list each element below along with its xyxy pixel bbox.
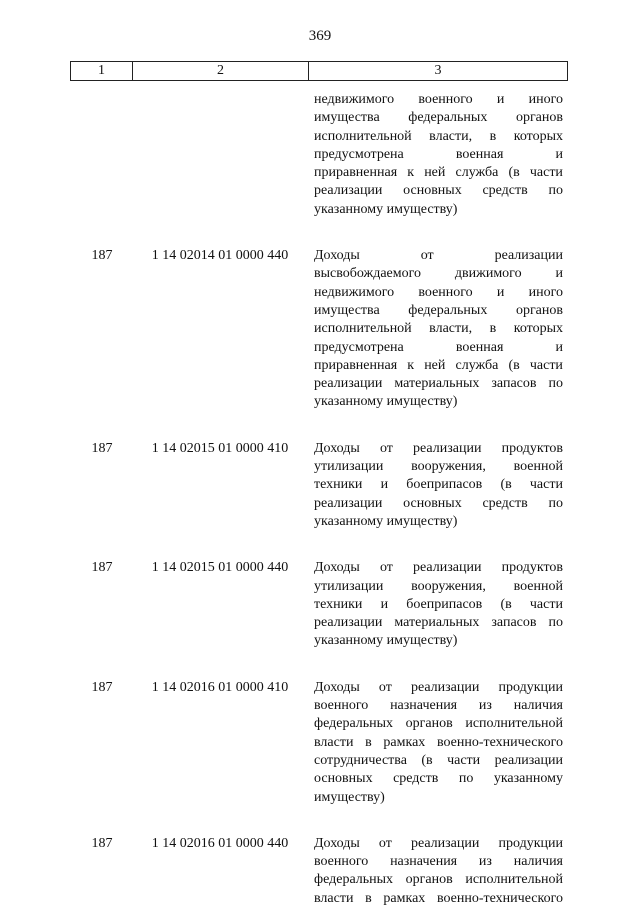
description-line: реализации основных средств по (314, 183, 563, 199)
description-line: предусмотрена военная и (314, 146, 563, 162)
description-line: Доходы от реализации продукции (314, 835, 563, 851)
description-line: основных средств по указанному (314, 771, 563, 787)
description-line: реализации основных средств по (314, 495, 563, 511)
description-line: имущества федеральных органов (314, 110, 563, 126)
description-line: Доходы от реализации продуктов (314, 560, 563, 576)
header-col-2: 2 (133, 62, 309, 80)
description-line: недвижимого военного и иного (314, 284, 563, 300)
admin-code: 187 (91, 679, 113, 695)
admin-code: 187 (91, 440, 113, 456)
description-line: техники и боеприпасов (в части (314, 477, 563, 493)
description-line: военного назначения из наличия (314, 698, 563, 714)
table-row (70, 91, 568, 219)
budget-classification-code: 1 14 02015 01 0000 440 (151, 560, 289, 576)
table-row (70, 679, 568, 807)
page-number: 369 (308, 28, 332, 44)
table-body (70, 91, 568, 908)
budget-classification-code: 1 14 02015 01 0000 410 (151, 440, 289, 456)
description-line: военного назначения из наличия (314, 854, 563, 870)
description-line: Доходы от реализации (314, 248, 563, 264)
description-line: федеральных органов исполнительной (314, 872, 563, 888)
income-description (308, 679, 563, 807)
header-col-3: 3 (434, 63, 442, 78)
description-line: указанному имуществу) (314, 201, 458, 217)
table-row (70, 440, 568, 531)
income-description (308, 835, 563, 908)
budget-classification-code: 1 14 02016 01 0000 440 (151, 835, 289, 851)
admin-code (70, 91, 132, 219)
table-header (70, 61, 568, 81)
description-line: реализации материальных запасов по (314, 376, 563, 392)
admin-code: 187 (91, 248, 113, 264)
description-line: утилизации вооружения, военной (314, 578, 563, 594)
description-line: Доходы от реализации продуктов (314, 440, 563, 456)
budget-classification-code: 1 14 02016 01 0000 410 (151, 679, 289, 695)
description-line: власти в рамках военно-технического (314, 890, 563, 906)
description-line: приравненная к ней служба (в части (314, 357, 563, 373)
table-row (70, 559, 568, 650)
description-line: указанному имуществу) (314, 513, 458, 529)
description-line: реализации материальных запасов по (314, 615, 563, 631)
description-line: недвижимого военного и иного (314, 92, 563, 107)
table-row (70, 247, 568, 412)
income-description (308, 91, 563, 219)
description-line: сотрудничества (в части реализации (314, 752, 563, 768)
income-description (308, 247, 563, 412)
admin-code: 187 (91, 835, 113, 851)
header-col-1: 1 (71, 62, 133, 80)
description-line: техники и боеприпасов (в части (314, 596, 563, 612)
description-line: исполнительной власти, в которых (314, 321, 563, 337)
description-line: высвобождаемого движимого и (314, 266, 563, 282)
budget-classification-code: 1 14 02014 01 0000 440 (151, 248, 289, 264)
description-line: приравненная к ней служба (в части (314, 165, 563, 181)
description-line: имущества федеральных органов (314, 302, 563, 318)
description-line: указанному имуществу) (314, 633, 458, 649)
description-line: исполнительной власти, в которых (314, 128, 563, 144)
income-description (308, 559, 563, 650)
table-row (70, 835, 568, 908)
description-line: предусмотрена военная и (314, 339, 563, 355)
description-line: власти в рамках военно-технического (314, 734, 563, 750)
budget-classification-code (132, 91, 308, 219)
description-line: федеральных органов исполнительной (314, 716, 563, 732)
description-line: утилизации вооружения, военной (314, 459, 563, 475)
admin-code: 187 (91, 560, 113, 576)
income-description (308, 440, 563, 531)
description-line: имуществу) (314, 789, 385, 805)
description-line: Доходы от реализации продукции (314, 679, 563, 695)
description-line: указанному имуществу) (314, 394, 458, 410)
